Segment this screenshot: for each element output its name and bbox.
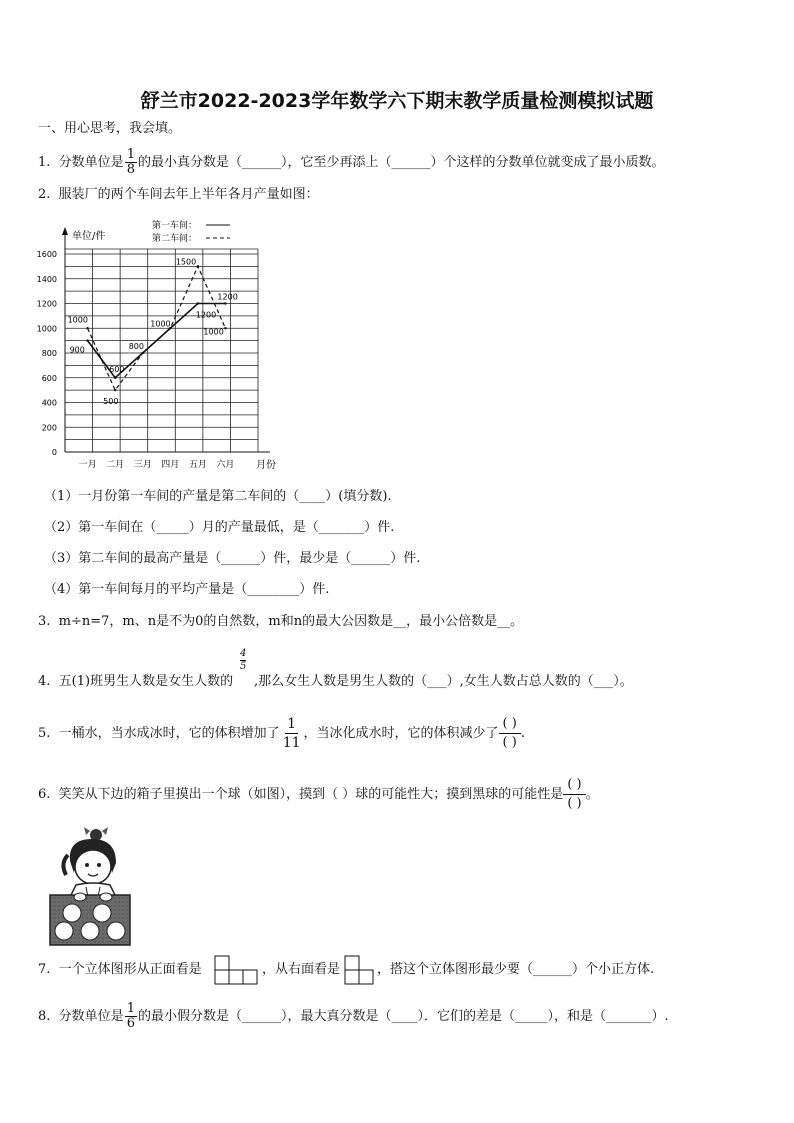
white-ball xyxy=(81,922,99,940)
question-number: 2. xyxy=(38,187,51,202)
x-tick-label: 四月 xyxy=(161,460,180,470)
y-tick-label: 800 xyxy=(41,349,57,358)
y-tick-label: 0 xyxy=(51,448,57,457)
question-8: 8. 分数单位是 $\frac{1}{6}$ 的最小假分数是（______），最大真分数是（____）．它们的差是（_____），和是（_______）. xyxy=(38,1001,669,1031)
data-label: 600 xyxy=(109,364,125,374)
right-view-figure xyxy=(344,955,376,985)
question-2-sub-3: （3）第二车间的最高产量是（______）件，最少是（______）件. xyxy=(44,551,421,566)
x-tick-label: 三月 xyxy=(133,460,152,470)
front-view-figure xyxy=(214,955,260,985)
legend-series-1: 第一车间： xyxy=(152,221,198,231)
question-number: 3. xyxy=(38,614,51,629)
white-ball xyxy=(63,904,81,922)
chart-axes xyxy=(62,227,270,452)
data-label: 1000 xyxy=(150,319,171,329)
data-label: 1200 xyxy=(195,310,217,320)
answer-blank-fraction: ( ) ( ) xyxy=(499,715,521,752)
fraction: $\frac{1}{6}$ xyxy=(126,1001,135,1031)
data-label: 800 xyxy=(128,342,144,351)
fraction: $\frac{1}{8}$ xyxy=(126,147,135,177)
question-2: 2. 服装厂的两个车间去年上半年各月产量如图： xyxy=(38,187,319,202)
y-tick-label: 400 xyxy=(41,398,57,408)
data-label: 1000 xyxy=(67,315,88,325)
question-6: 6. 笑笑从下边的箱子里摸出一个球（如图），摸到（ ）球的可能性大；摸到黑球的可能性是 ( ) ( ) 。 xyxy=(38,777,599,811)
section-heading: 一、用心思考，我会填。 xyxy=(38,121,182,136)
data-point xyxy=(224,327,226,329)
data-point xyxy=(114,377,116,379)
question-4-rest: ,那么女生人数是男生人数的（___）,女生人数占总人数的（___）。 xyxy=(254,674,633,689)
question-2-sub-4: （4）第一车间每月的平均产量是（________）件. xyxy=(44,582,330,597)
question-7: 7. 一个立体图形从正面看是 xyxy=(38,962,202,977)
production-line-chart xyxy=(30,212,290,474)
data-point xyxy=(224,302,226,304)
question-number: 5. xyxy=(38,726,51,741)
white-ball xyxy=(107,922,125,940)
x-tick-label: 六月 xyxy=(216,460,235,470)
question-1: 1. 分数单位是 $\frac{1}{8}$ 的最小真分数是（______），它至少再添上（______）个这样的分数单位就变成了最小质数。 xyxy=(38,147,665,177)
data-point xyxy=(86,339,88,341)
girl-with-ball-box-illustration xyxy=(46,825,138,950)
data-label: 1000 xyxy=(203,327,224,337)
fraction: $\frac{1}{11}$ xyxy=(282,716,301,751)
question-3: 3. m÷n=7，m、n是不为0的自然数，m和n的最大公因数是__，最小公倍数是__。 xyxy=(38,614,524,629)
question-7-mid: ，从右面看是 xyxy=(262,962,341,977)
x-axis-label: 月份 xyxy=(256,460,276,471)
x-tick-label: 一月 xyxy=(78,460,97,470)
question-number: 4. xyxy=(38,674,51,689)
y-tick-label: 1000 xyxy=(36,324,57,334)
question-2-sub-2: （2）第一车间在（_____）月的产量最低，是（_______）件. xyxy=(44,520,395,535)
data-point xyxy=(197,265,199,267)
data-labels xyxy=(68,257,238,406)
data-label: 900 xyxy=(69,345,85,355)
white-ball xyxy=(55,922,73,940)
data-label: 1500 xyxy=(175,257,197,267)
page-title: 舒兰市2022-2023学年数学六下期末教学质量检测模拟试题 xyxy=(140,90,654,112)
y-tick-label: 600 xyxy=(41,373,57,383)
data-point xyxy=(142,352,144,354)
data-point xyxy=(114,389,116,391)
white-ball xyxy=(93,904,111,922)
question-number: 1. xyxy=(38,155,51,170)
question-number: 8. xyxy=(38,1009,51,1024)
question-7-rest: ，搭这个立体图形最少要（______）个小正方体. xyxy=(377,962,655,977)
question-5: 5. 一桶水，当水成冰时，它的体积增加了 $\frac{1}{11}$ ，当冰化成水时，它的体积减少了 ( ) ( ) . xyxy=(38,716,525,751)
y-tick-label: 1600 xyxy=(36,250,57,259)
y-tick-label: 1200 xyxy=(36,299,57,309)
legend-series-2: 第二车间： xyxy=(152,234,198,244)
data-point xyxy=(197,302,199,304)
data-label: 1200 xyxy=(217,292,238,302)
x-tick-label: 二月 xyxy=(106,460,125,470)
x-tick-labels xyxy=(79,459,235,470)
data-label: 500 xyxy=(103,397,119,407)
y-axis-label: 单位/件 xyxy=(72,231,106,242)
fraction-4-5: 4 5 xyxy=(240,648,247,672)
data-point xyxy=(86,327,88,329)
question-4: 4. 五(1)班男生人数是女生人数的 xyxy=(38,674,234,689)
y-tick-label: 1400 xyxy=(36,274,57,284)
question-number: 7. xyxy=(38,962,51,977)
question-number: 6. xyxy=(38,787,51,802)
answer-blank-fraction: ( ) ( ) xyxy=(563,776,585,813)
y-axis-arrow xyxy=(62,227,68,235)
y-tick-labels xyxy=(37,250,57,457)
question-2-sub-1: （1）一月份第一车间的产量是第二车间的（____）(填分数). xyxy=(44,489,392,504)
x-tick-label: 五月 xyxy=(188,460,207,470)
y-tick-label: 200 xyxy=(41,423,57,433)
